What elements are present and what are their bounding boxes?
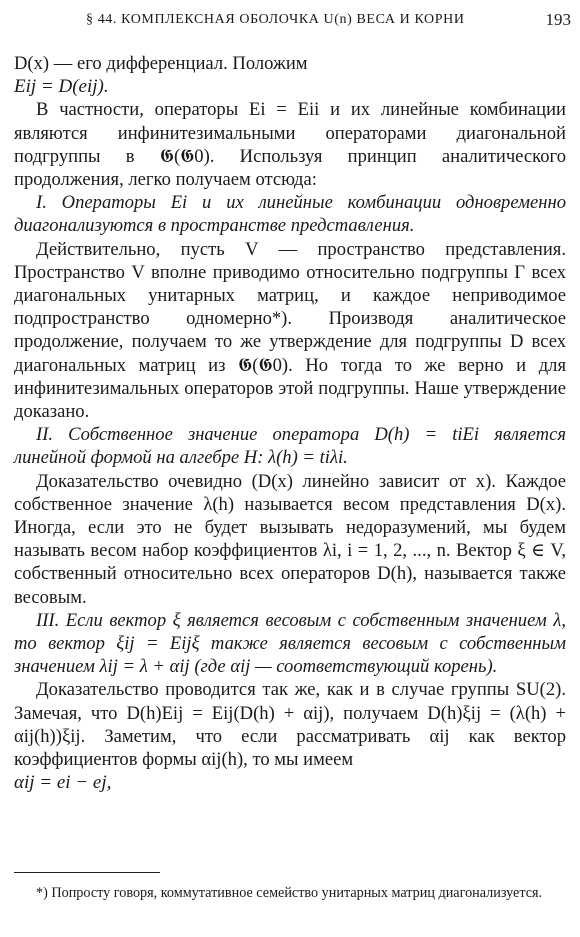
page-header [0, 10, 580, 34]
statement-one: I. Операторы Ei и их линейные комбинации одновременно диагонализуются в пространстве представления. [14, 192, 566, 237]
equation-alpha: αij = ei − ej, [14, 772, 112, 794]
equation-eij: Eij = D(eij). [14, 76, 109, 98]
paragraph-proof-two: Доказательство очевидно (D(x) линейно зависит от x). Каждое собственное значение λ(h) называется весом представления D(x). Иногда, если это не будет вызывать недоразумений, мы будем называть весом набор коэффициентов λi, i = 1, 2, ..., n. Вектор ξ ∈ V, собственный относительно всех операторов D(h), называется также весовым. [14, 470, 566, 608]
paragraph-proof-three: Доказательство проводится так же, как и в случае группы SU(2). Замечая, что D(h)Eij = Eij(D(h) + αij), получаем D(h)ξij = (λ(h) + αij(h))ξij. Заметим, что если рассматривать αij как вектор коэффициентов формы αij(h), то мы имеем [14, 679, 566, 771]
footnote-text: *) Попросту говоря, коммутативное семейство унитарных матриц диагонализуется. [36, 885, 543, 901]
footnote-divider [14, 872, 160, 873]
page-body [14, 52, 566, 795]
statement-three: III. Если вектор ξ является весовым с собственным значением λ, то вектор ξij = Eijξ также является весовым с собственным значением λij = λ + αij (где αij — соответствующий корень). [14, 609, 566, 678]
page-number: 193 [545, 10, 571, 29]
paragraph-intro: D(x) — его дифференциал. Положим [14, 53, 308, 74]
statement-two: II. Собственное значение оператора D(h) = tiEi является линейной формой на алгебре H: λ(h) = tiλi. [14, 424, 566, 469]
footnote [14, 884, 566, 903]
paragraph-operators: В частности, операторы Ei = Eii и их линейные комбинации являются инфинитезимальными операторами диагональной подгруппы в 𝕲(𝕲0). Используя принцип аналитического продолжения, легко получаем отсюда: [14, 99, 566, 191]
running-title: § 44. КОМПЛЕКСНАЯ ОБОЛОЧКА U(n) ВЕСА И КОРНИ [86, 12, 465, 27]
paragraph-proof-one: Действительно, пусть V — пространство представления. Пространство V вполне приводимо относительно подгруппы Г всех диагональных унитарных матриц, и каждое неприводимое подпространство одномерно*). Производя аналитическое продолжение, получаем то же утверждение для подгруппы D всех диагональных матриц из 𝕲(𝕲0). Но тогда то же верно и для инфинитезимальных операторов этой подгруппы. Наше утверждение доказано. [14, 238, 566, 423]
